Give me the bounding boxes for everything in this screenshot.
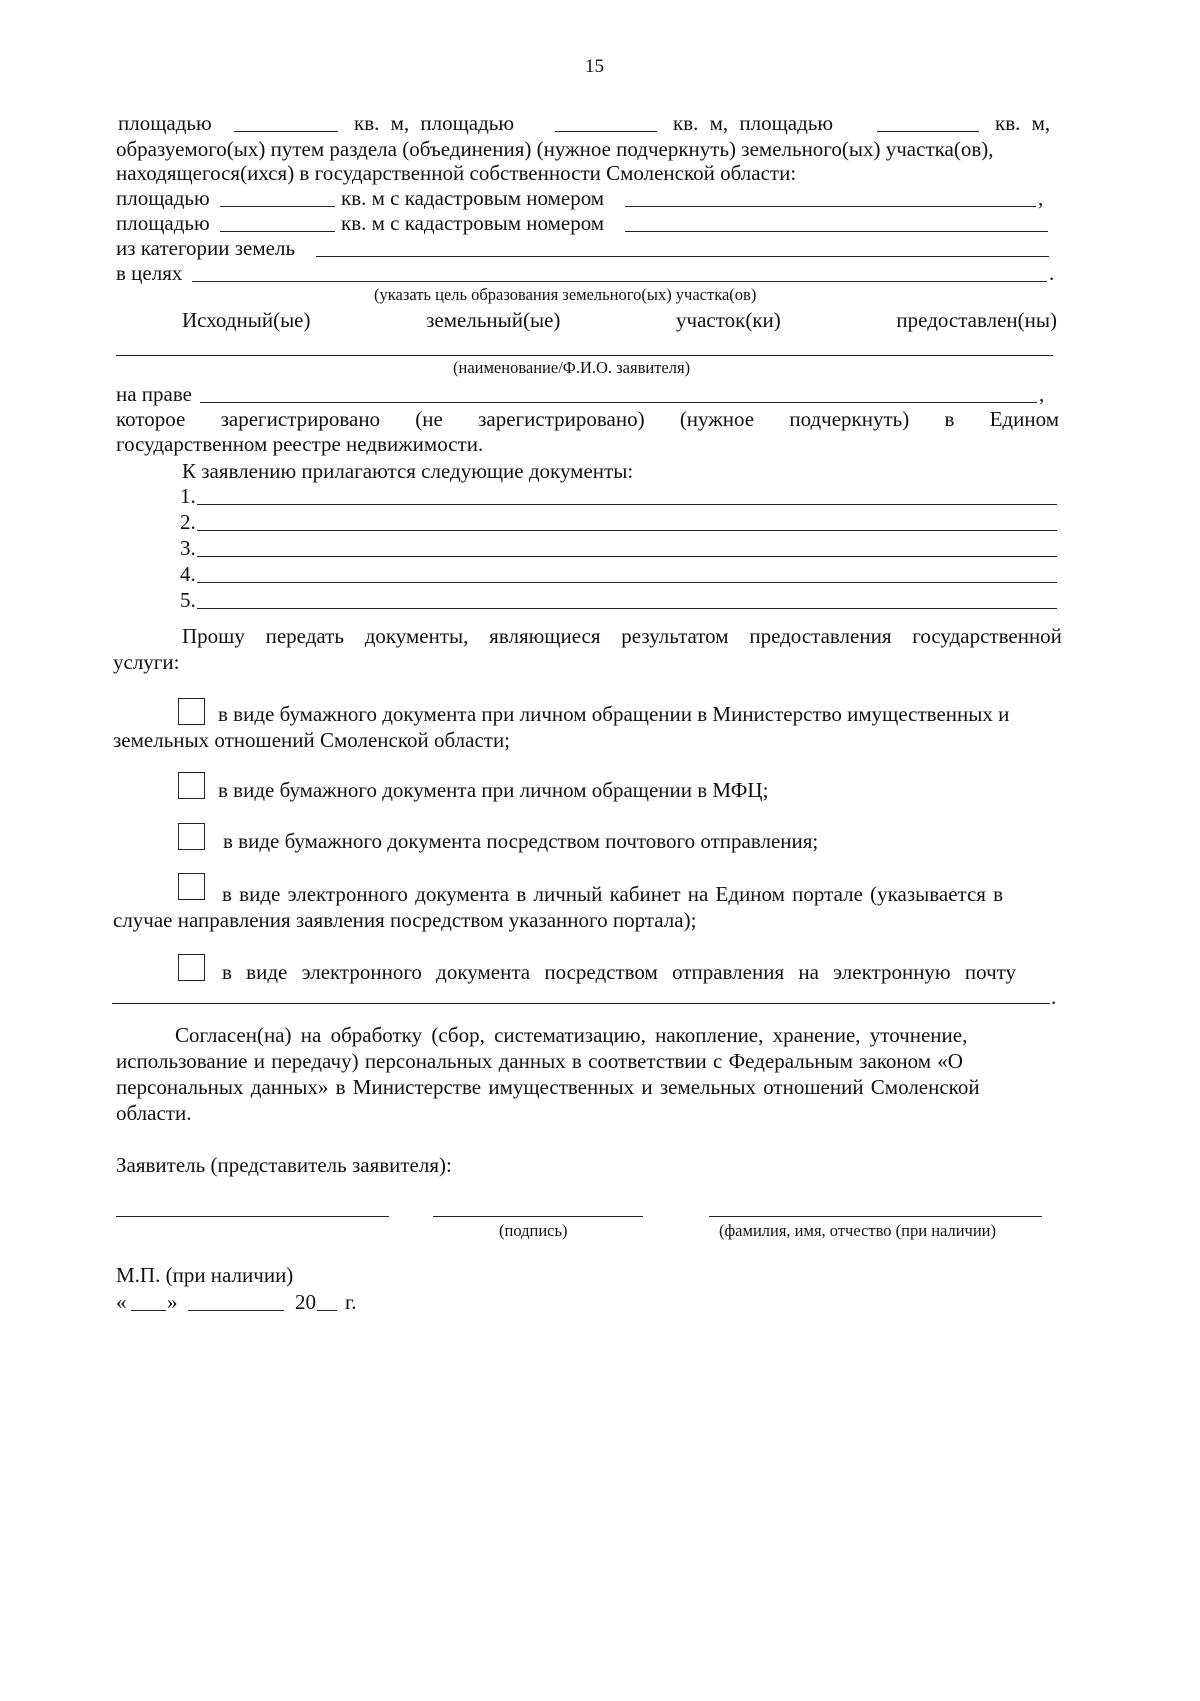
- attachment-number: 4.: [180, 562, 196, 586]
- purpose-label: в целях: [116, 261, 183, 285]
- day-blank: [131, 1310, 166, 1311]
- stamp-label: М.П. (при наличии): [116, 1263, 294, 1287]
- email-dot: .: [1051, 985, 1057, 1009]
- r12-text: государственном реестре недвижимости.: [116, 432, 484, 456]
- r8-w4: предоставлен(ны): [896, 308, 1057, 332]
- attachment-number: 1.: [180, 484, 196, 508]
- applicant-name-caption: (наименование/Ф.И.О. заявителя): [453, 358, 691, 377]
- option-mfc-text: в виде бумажного документа при личном обращении в МФЦ;: [218, 778, 769, 802]
- r5-cadastral-label: кв. м с кадастровым номером: [341, 211, 605, 235]
- option-portal-checkbox[interactable]: [178, 873, 205, 900]
- option-mail-text: в виде бумажного документа посредством почтового отправления;: [223, 829, 819, 853]
- consent-line-4: области.: [116, 1101, 192, 1125]
- r1-w4: кв. м,: [995, 111, 1051, 135]
- attachment-number: 2.: [180, 510, 196, 534]
- req-w4: являющиеся: [489, 624, 601, 648]
- r1-w3: кв. м, площадью: [673, 111, 834, 135]
- r1-blank-2: [555, 131, 657, 132]
- right-label: на праве: [116, 382, 192, 406]
- r1-w2: кв. м, площадью: [354, 111, 515, 135]
- attachment-blank: [197, 608, 1057, 609]
- r11-w6: подчеркнуть): [789, 407, 910, 431]
- r2-text: образуемого(ых) путем раздела (объединения) (нужное подчеркнуть) земельного(ых) участка(ов),: [116, 137, 994, 161]
- option-mail-checkbox[interactable]: [178, 823, 205, 850]
- attachment-number: 3.: [180, 536, 196, 560]
- request-line-2: услуги:: [113, 650, 180, 674]
- year-blank: [317, 1310, 337, 1311]
- purpose-caption: (указать цель образования земельного(ых) участка(ов): [374, 285, 757, 304]
- fullname-caption: (фамилия, имя, отчество (при наличии): [719, 1221, 997, 1240]
- attachment-blank: [197, 504, 1057, 505]
- year-suffix: г.: [345, 1290, 357, 1314]
- attachment-blank: [197, 556, 1057, 557]
- attachment-number: 5.: [180, 588, 196, 612]
- r5-area-blank: [220, 231, 335, 232]
- signature-blank: [433, 1216, 643, 1217]
- r8-w3: участок(ки): [676, 308, 781, 332]
- option-portal-text: в виде электронного документа в личный кабинет на Едином портале (указывается в: [222, 882, 1004, 906]
- applicant-name-blank: [116, 355, 1053, 356]
- r1-blank-3: [877, 131, 979, 132]
- r11-w3: (не: [415, 407, 443, 431]
- req-w1: Прошу: [182, 624, 245, 648]
- r3-text: находящегося(ихся) в государственной собственности Смоленской области:: [116, 161, 797, 185]
- req-w7: государственной: [912, 624, 1062, 648]
- r5-label: площадью: [116, 211, 210, 235]
- request-line-1: [182, 624, 1062, 649]
- attachments-title: К заявлению прилагаются следующие документы:: [182, 459, 634, 483]
- attachment-blank: [197, 530, 1057, 531]
- r8-w2: земельный(ые): [426, 308, 561, 332]
- right-blank: [200, 402, 1037, 403]
- r4-area-blank: [220, 206, 335, 207]
- r11-w4: зарегистрировано): [478, 407, 645, 431]
- applicant-blank: [116, 1216, 389, 1217]
- option-ministry-checkbox[interactable]: [178, 698, 205, 725]
- r1-blank-1: [234, 131, 338, 132]
- option-ministry-text-cont: земельных отношений Смоленской области;: [113, 728, 511, 752]
- right-comma: ,: [1039, 382, 1045, 406]
- r11-w2: зарегистрировано: [220, 407, 381, 431]
- r4-label: площадью: [116, 186, 210, 210]
- consent-line-3: персональных данных» в Министерстве имущественных и земельных отношений Смоленской: [116, 1075, 980, 1099]
- purpose-blank: [192, 281, 1047, 282]
- r8-w1: Исходный(ые): [182, 308, 311, 332]
- r4-cadastral-blank: [625, 206, 1036, 207]
- year-prefix: 20: [295, 1290, 316, 1314]
- r4-comma: ,: [1038, 186, 1044, 210]
- consent-line-1: Согласен(на) на обработку (сбор, систематизацию, накопление, хранение, уточнение,: [175, 1023, 968, 1047]
- r11-w8: Едином: [989, 407, 1059, 431]
- req-w5: результатом: [621, 624, 729, 648]
- option-mfc-checkbox[interactable]: [178, 772, 205, 799]
- month-blank: [188, 1310, 284, 1311]
- consent-line-2: использование и передачу) персональных данных в соответствии с Федеральным законом «О: [116, 1049, 963, 1073]
- attachment-blank: [197, 582, 1057, 583]
- fullname-blank: [709, 1216, 1042, 1217]
- option-email-checkbox[interactable]: [178, 954, 205, 981]
- r11-w5: (нужное: [679, 407, 755, 431]
- option-email-text: в виде электронного документа посредством отправления на электронную почту: [222, 960, 1017, 984]
- land-category-label: из категории земель: [116, 236, 296, 260]
- date-open-quote: «: [116, 1290, 127, 1314]
- req-w3: документы,: [364, 624, 469, 648]
- r1-w1: площадью: [118, 111, 212, 135]
- email-blank: [112, 1003, 1050, 1004]
- r4-cadastral-label: кв. м с кадастровым номером: [341, 186, 605, 210]
- r11-w1: которое: [116, 407, 186, 431]
- req-w6: предоставления: [749, 624, 892, 648]
- land-category-blank: [316, 256, 1049, 257]
- option-ministry-text: в виде бумажного документа при личном обращении в Министерство имущественных и: [218, 702, 1010, 726]
- date-close-quote: »: [167, 1290, 178, 1314]
- r5-cadastral-blank: [625, 231, 1048, 232]
- r8-line: [182, 308, 1057, 333]
- r11-w7: в: [944, 407, 955, 431]
- applicant-label: Заявитель (представитель заявителя):: [116, 1153, 452, 1177]
- purpose-dot: .: [1049, 261, 1055, 285]
- option-portal-text-cont: случае направления заявления посредством указанного портала);: [113, 908, 697, 932]
- req-w2: передать: [265, 624, 344, 648]
- signature-caption: (подпись): [499, 1221, 568, 1240]
- r11-line: [116, 407, 1059, 432]
- page-number: 15: [585, 56, 604, 77]
